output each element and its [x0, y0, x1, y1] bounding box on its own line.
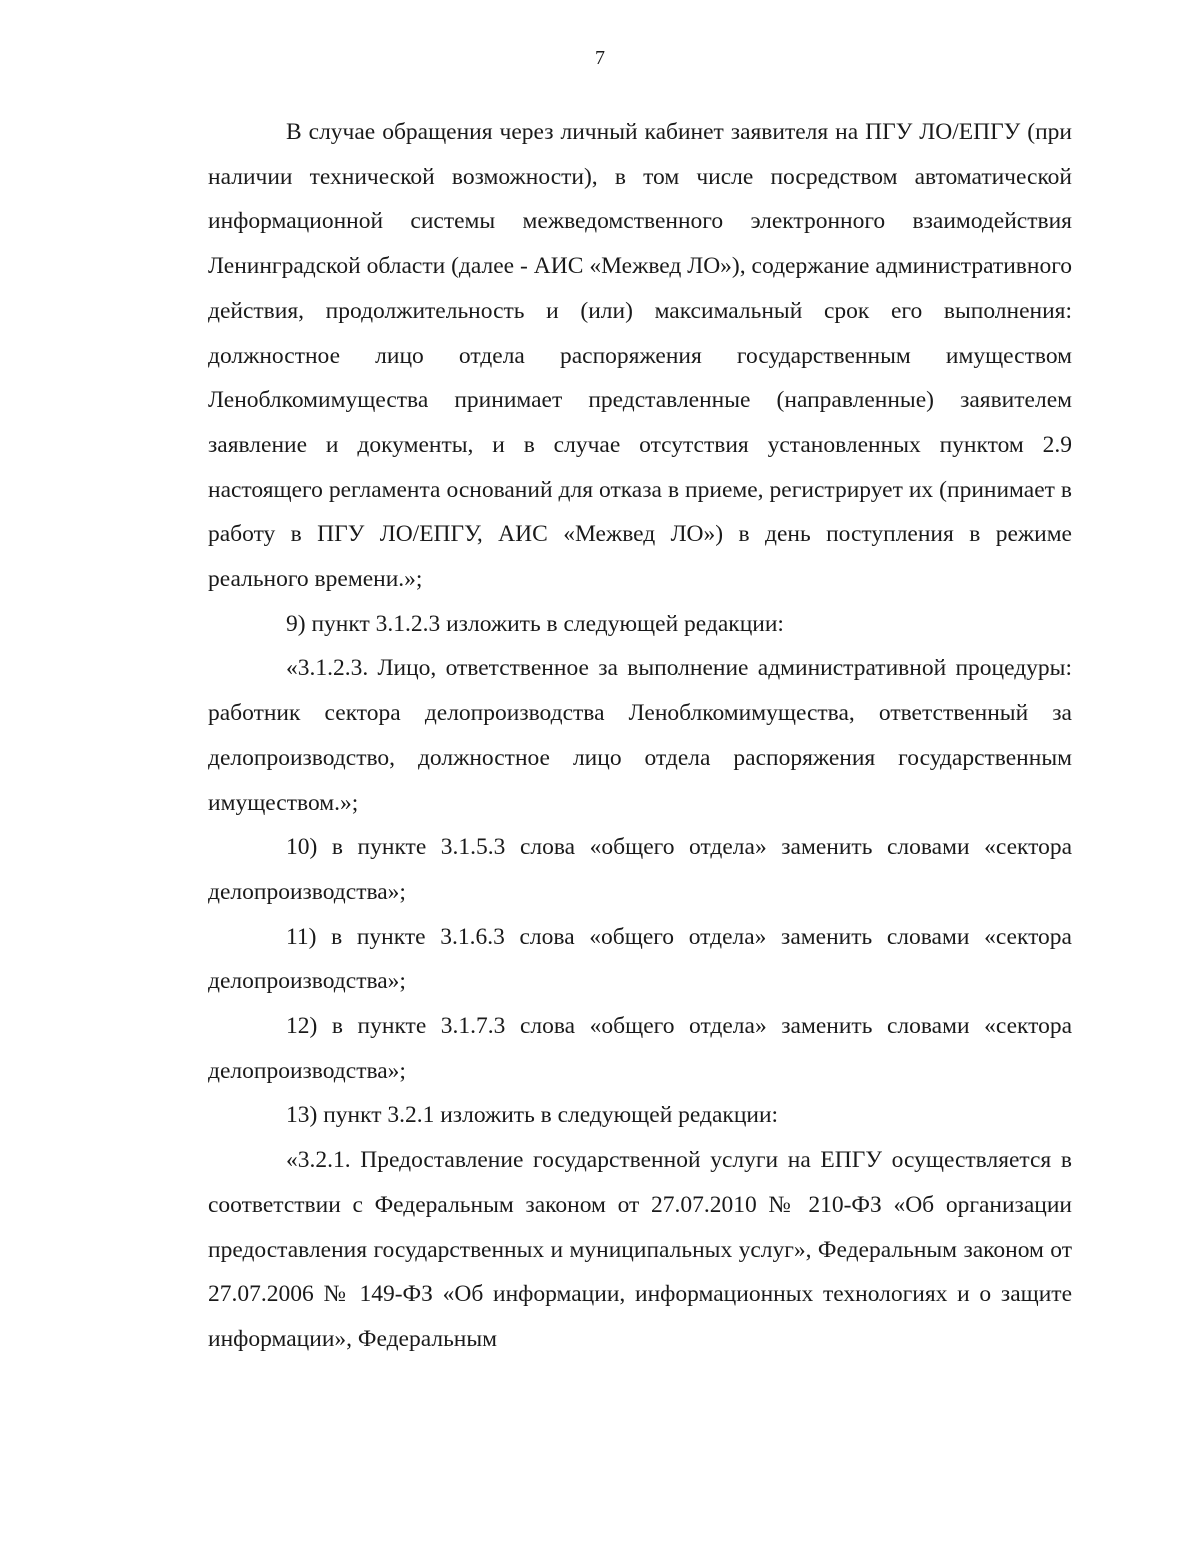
document-body [208, 110, 1072, 1362]
paragraph-item-9: 9) пункт 3.1.2.3 изложить в следующей редакции: [286, 610, 784, 637]
page-number: 7 [595, 47, 605, 69]
paragraph-3-2-1: «3.2.1. Предоставление государственной услуги на ЕПГУ осуществляется в соответствии с Федеральным законом от 27.07.2010 № 210-ФЗ «Об организации предоставления государственных и муниципальных услуг», Федеральным законом от 27.07.2006 № 149-ФЗ «Об информации, информационных технологиях и о защите информации», Федеральным [208, 1147, 1072, 1352]
paragraph-3-1-2-3: «3.1.2.3. Лицо, ответственное за выполнение административной процедуры: работник сектора делопроизводства Леноблкомимущества, ответственный за делопроизводство, должностное лицо отдела распоряжения государственным имуществом.»; [208, 655, 1072, 816]
paragraph-item-10: 10) в пункте 3.1.5.3 слова «общего отдела» заменить словами «сектора делопроизводства»; [208, 834, 1072, 905]
paragraph-item-13: 13) пункт 3.2.1 изложить в следующей редакции: [286, 1102, 779, 1129]
paragraph-item-12: 12) в пункте 3.1.7.3 слова «общего отдела» заменить словами «сектора делопроизводства»; [208, 1013, 1072, 1084]
paragraph-epgu-cabinet: В случае обращения через личный кабинет заявителя на ПГУ ЛО/ЕПГУ (при наличии технической возможности), в том числе посредством автоматической информационной системы межведомственного электронного взаимодействия Ленинградской области (далее - АИС «Межвед ЛО»), содержание административного действия, продолжительность и (или) максимальный срок его выполнения: должностное лицо отдела распоряжения государственным имуществом Леноблкомимущества принимает представленные (направленные) заявителем заявление и документы, и в случае отсутствия установленных пунктом 2.9 настоящего регламента оснований для отказа в приеме, регистрирует их (принимает в работу в ПГУ ЛО/ЕПГУ, АИС «Межвед ЛО») в день поступления в режиме реального времени.»; [208, 119, 1072, 593]
paragraph-item-11: 11) в пункте 3.1.6.3 слова «общего отдела» заменить словами «сектора делопроизводства»; [208, 923, 1072, 995]
